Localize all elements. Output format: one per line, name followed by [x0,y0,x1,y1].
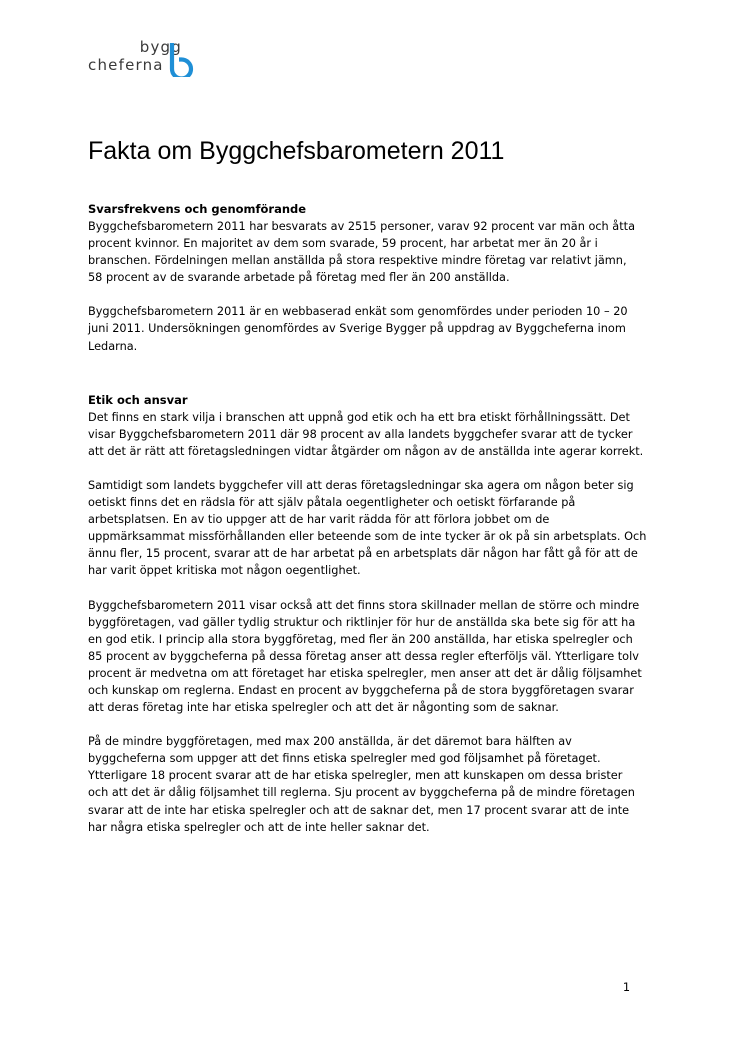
text-line: har varit öppet kritiska mot någon oegentlighet. [88,564,361,578]
text-line: att deras företag inte har etiska spelregler och att det är någonting som de saknar. [88,701,559,715]
paragraph [88,303,658,354]
paragraph [88,477,658,580]
text-line: uppmärksammat missförhållanden eller beteende som de inte tycker är ok på sin arbetsplats. Och [88,530,647,544]
text-line: byggföretagen, vad gäller tydlig struktur och riktlinjer för hur de anställda ska bete sig för att ha [88,615,636,629]
text-line: en god etik. I princip alla stora byggföretag, med fler än 200 anställda, har etiska spelregler och [88,632,633,646]
section-etik-och-ansvar [88,392,658,836]
document-body [88,201,658,836]
text-line: och kunskap om reglerna. Endast en procent av byggcheferna på de stora byggföretagen svarar [88,683,634,697]
paragraph [88,597,658,717]
text-line: svarar att de inte har etiska spelregler och att de saknar det, men 17 procent svarar att de inte [88,803,630,817]
text-line: oetiskt finns det en rädsla för att själv påtala oegentligheter och oetiskt förfarande på [88,496,576,510]
text-line: Byggchefsbarometern 2011 visar också att det finns stora skillnader mellan de större och mindre [88,598,640,612]
text-line: procent kvinnor. En majoritet av dem som svarade, 59 procent, har arbetat mer än 20 år i [88,237,598,251]
text-line: procent är medvetna om att företaget har etiska spelregler, men anser att det är dålig följsamhet [88,666,642,680]
text-line: visar Byggchefsbarometern 2011 där 98 procent av alla landets byggchefer svarar att de tycker [88,427,633,441]
text-line: Ytterligare 18 procent svarar att de har etiska spelregler, men att kunskapen om dessa brister [88,769,623,783]
text-line: 85 procent av byggcheferna på dessa företag anser att dessa regler efterföljs väl. Ytterligare tolv [88,649,639,663]
paragraph [88,733,658,836]
paragraph [88,409,658,460]
text-line: och att det är dålig följsamhet till reglerna. Sju procent av byggcheferna på de mindre företagen [88,786,635,800]
text-line: ännu fler, 15 procent, svarar att de har arbetat på en arbetsplats där någon har fått gå för att de [88,547,638,561]
text-line: har några etiska spelregler och att de inte heller saknar det. [88,820,430,834]
text-line: branschen. Fördelningen mellan anställda på stora respektive mindre företag var relativt jämn, [88,254,627,268]
logo-word-bygg: bygg [139,38,182,56]
text-line: Byggchefsbarometern 2011 är en webbaserad enkät som genomfördes under perioden 10 – 20 [88,305,628,319]
paragraph [88,218,658,286]
text-line: Det finns en stark vilja i branschen att uppnå god etik och ha ett bra etiskt förhållningssätt. Det [88,410,630,424]
text-line: juni 2011. Undersökningen genomfördes av Sverige Bygger på uppdrag av Byggcheferna inom [88,322,626,336]
page-number: 1 [622,981,630,994]
section-heading: Svarsfrekvens och genomförande [88,202,307,216]
text-line: Samtidigt som landets byggchefer vill att deras företagsledningar ska agera om någon beter sig [88,478,634,492]
logo-b-mark-icon [168,41,198,77]
text-line: Ledarna. [88,339,138,353]
section-heading: Etik och ansvar [88,392,188,407]
byggcheferna-logo [88,38,208,82]
section-svarsfrekvens [88,201,658,355]
text-line: byggcheferna som uppger att det finns etiska spelregler med god följsamhet på företaget. [88,752,601,766]
text-line: att det är rätt att företagsledningen vidtar åtgärder om någon av de anställda inte agerar korrekt. [88,444,644,458]
text-line: Byggchefsbarometern 2011 har besvarats av 2515 personer, varav 92 procent var män och åtta [88,220,636,233]
text-line: 58 procent av de svarande arbetade på företag med fler än 200 anställda. [88,271,510,285]
text-line: arbetsplatsen. En av tio uppger att de har varit rädda för att förlora jobbet om de [88,513,550,527]
document-title: Fakta om Byggchefsbarometern 2011 [88,137,505,165]
logo-word-cheferna: cheferna [88,56,164,74]
text-line: På de mindre byggföretagen, med max 200 anställda, är det däremot bara hälften av [88,735,572,749]
